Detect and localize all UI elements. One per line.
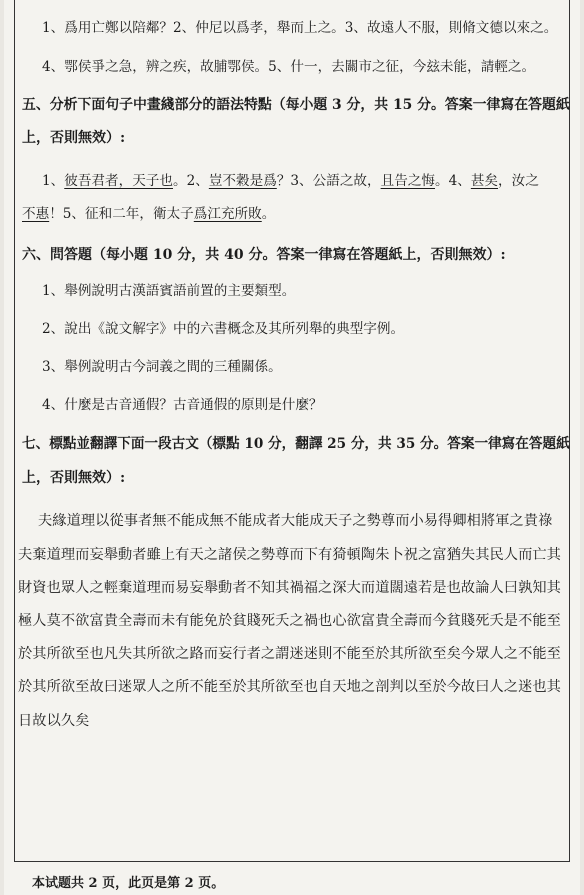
sec7-passage-line-1: 夫緣道理以從事者無不能成無不能成者大能成天子之勢尊而小易得卿相將軍之貴祿 — [38, 513, 553, 529]
sec5-underlined-6: 爲江充所敗 — [193, 206, 262, 222]
exam-page — [4, 0, 580, 895]
sec5-underlined-2: 豈不穀是爲 — [208, 173, 277, 189]
sec7-passage-line-7: 日故以久矣 — [18, 713, 90, 729]
sec7-passage-line-4: 極人莫不欲富貴全壽而未有能免於貧賤死夭之禍也心欲富貴全壽而今貧賤死夭是不能至 — [18, 613, 561, 629]
sec5-num-1: 1、 — [42, 173, 65, 189]
sec5-text-3: ？3、公語之故， — [276, 173, 381, 189]
sec5-underlined-1: 彼吾君者，天子也 — [64, 173, 173, 189]
sec6-question-2: 2、說出《說文解字》中的六書概念及其所列舉的典型字例。 — [42, 321, 405, 337]
sec6-question-1: 1、舉例說明古漢語賓語前置的主要類型。 — [42, 283, 296, 299]
page-footer: 本试题共 2 页，此页是第 2 页。 — [32, 876, 225, 891]
sec6-question-3: 3、舉例說明古今詞義之間的三種關係。 — [42, 359, 282, 375]
sec7-passage-line-3: 財資也眾人之輕棄道理而易妄舉動者不知其禍福之深大而道闊遠若是也故論人曰孰知其 — [18, 580, 561, 596]
sec5-text-5: ，汝之 — [498, 173, 539, 189]
sec5-sentences-line-1 — [42, 173, 539, 189]
sec5-underlined-3: 且告之悔 — [380, 173, 435, 189]
sec7-passage-line-6: 於其所欲至故曰迷眾人之所不能至於其所欲至也自天地之剖判以至於今故曰人之迷也其 — [18, 679, 561, 695]
sec5-text-6: ！5、征和二年，衛太子 — [49, 206, 194, 222]
sec5-text-7: 。 — [261, 206, 276, 222]
sec5-underlined-4: 甚矣 — [470, 173, 499, 189]
sec5-sentences-line-2 — [22, 206, 275, 222]
sec7-title-cont: 上，否則無效）: — [22, 470, 126, 486]
sec7-passage-line-2: 夫棄道理而妄舉動者雖上有天之諸侯之勢尊而下有猗頓陶朱卜祝之富猶失其民人而亡其 — [18, 547, 561, 563]
sec5-title: 五、分析下面句子中畫綫部分的語法特點（每小題 3 分，共 15 分。答案一律寫在答題紙 — [22, 97, 570, 113]
sec7-passage-line-5: 於其所欲至也凡失其所欲之路而妄行者之謂迷迷則不能至於其所欲至矣今眾人之不能至 — [18, 646, 561, 662]
sec6-title: 六、問答題（每小題 10 分，共 40 分。答案一律寫在答題紙上，否則無效）: — [22, 247, 506, 263]
sec5-text-4: 。4、 — [435, 173, 471, 189]
sec4-line-1: 1、爲用亡鄭以陪鄰？2、仲尼以爲孝，舉而上之。3、故遠人不服，則脩文德以來之。 — [42, 20, 558, 36]
sec5-text-2: 。2、 — [173, 173, 209, 189]
sec5-title-cont: 上，否則無效）: — [22, 130, 126, 146]
sec6-question-4: 4、什麼是古音通假？古音通假的原則是什麼？ — [42, 397, 323, 413]
sec4-line-2: 4、鄂侯爭之急，辨之疾，故脯鄂侯。5、什一，去關市之征，今玆未能，請輕之。 — [42, 59, 536, 75]
sec7-title: 七、標點並翻譯下面一段古文（標點 10 分，翻譯 25 分，共 35 分。答案一律寫在答題紙 — [22, 436, 570, 452]
sec5-underlined-5: 不惠 — [22, 206, 50, 222]
